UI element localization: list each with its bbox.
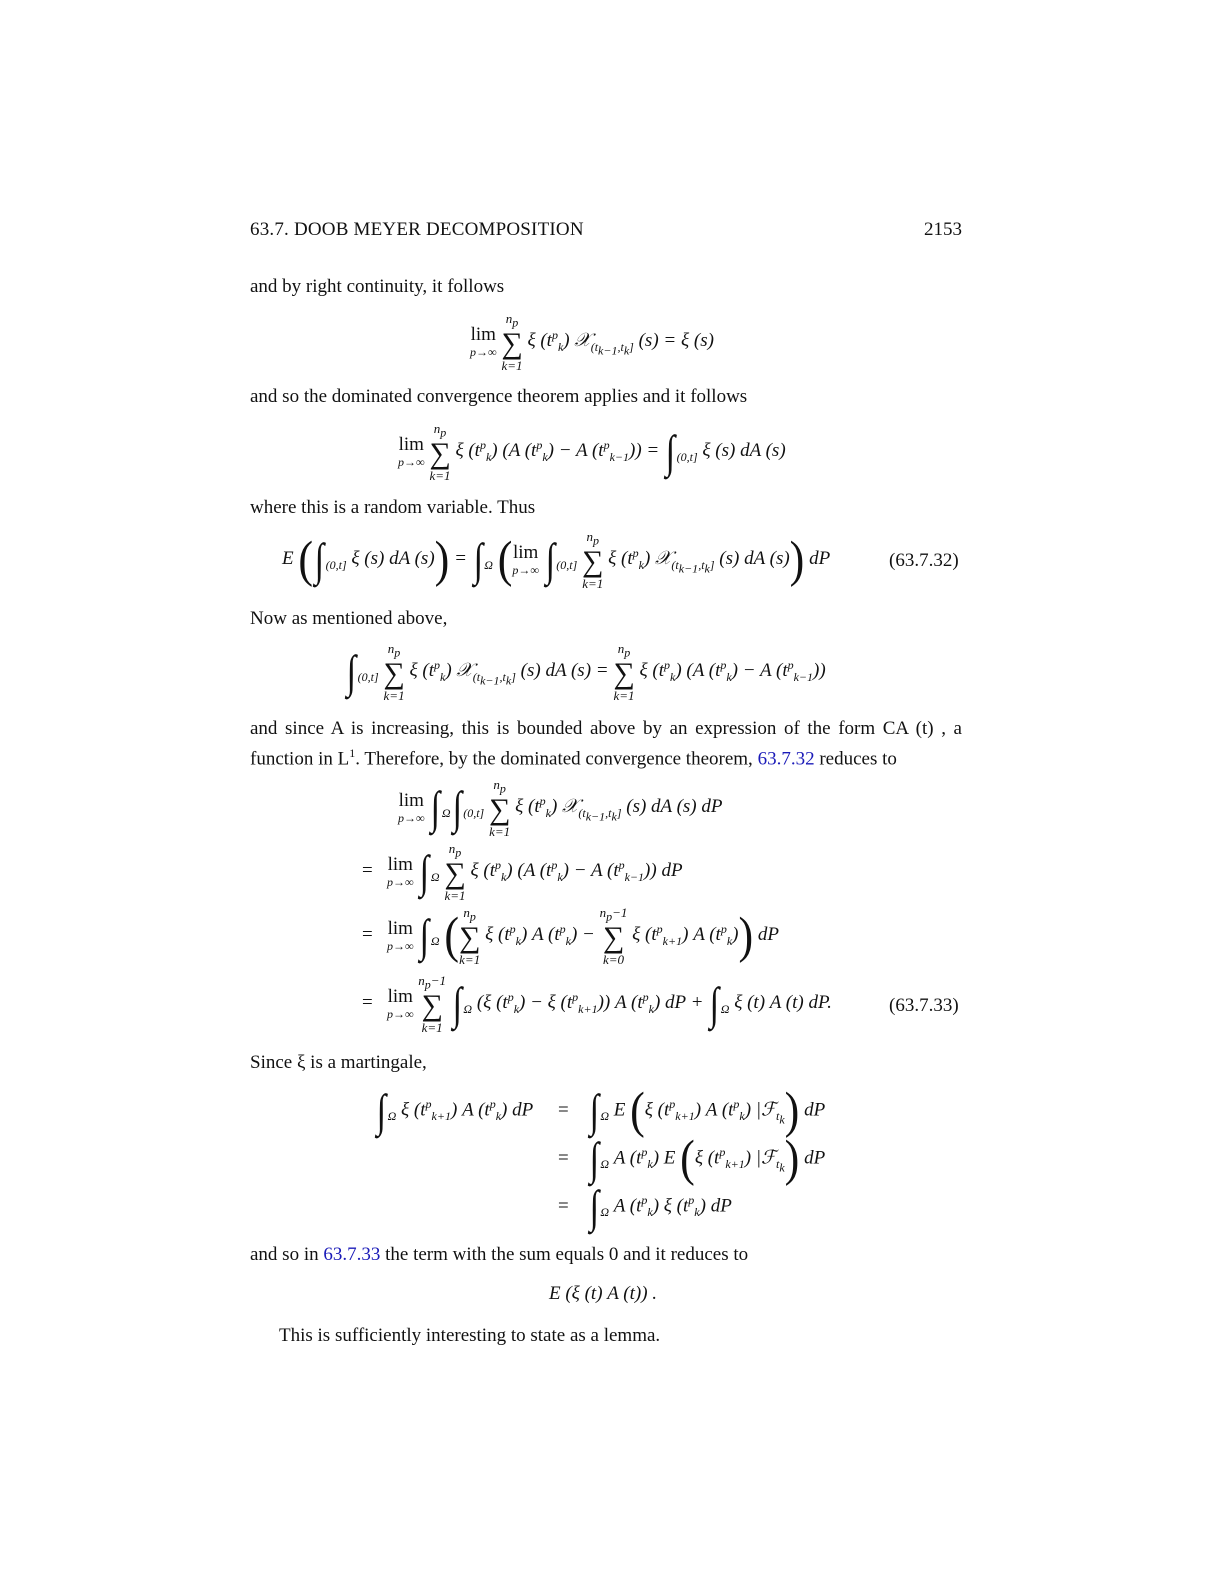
paragraph-7 [250,1243,962,1267]
paragraph-4: Now as mentioned above, [250,608,448,629]
equation-number-2: (63.7.33) [889,995,959,1016]
paragraph-7-text-a: and so in [250,1244,324,1265]
paragraph-5-text-a: and since A is increasing, this is bounded above by an expression of the form CA (t) , a function in L [250,718,962,770]
page-number: 2153 [924,219,962,240]
running-head: 63.7. DOOB MEYER DECOMPOSITION [250,219,584,240]
martingale-line-1: = ∫ $_\Omega$ E (ξ $(t^p_{k+1})$ A $(t^p_k)$ |ℱ$_{t_k}$) dP [558,1082,826,1139]
paragraph-7-text-b: the term with the sum equals 0 and it reduces to [380,1244,749,1265]
paragraph-1: and by right continuity, it follows [250,276,505,297]
equation-limit-indicator: lim p→∞ $n_p$ ∑ k=1 ξ $(t^p_k)$ 𝒳$_{(t_{k-1},t_k]}$ (s) = ξ (s) [470,311,714,373]
equation-limit-sum-increments: lim p→∞ $n_p$ ∑ k=1 ξ $(t^p_k)$ (A $(t^p_k) - A$ $(t^p_{k-1})$) = ∫ $_{(0,t]}$ ξ (s) dA (s) [398,421,786,483]
paragraph-6: Since ξ is a martingale, [250,1052,427,1073]
paragraph-2: and so the dominated convergence theorem applies and it follows [250,386,748,407]
paragraph-8: This is sufficiently interesting to state as a lemma. [279,1325,661,1346]
ref-63-7-33[interactable]: 63.7.33 [323,1244,381,1265]
paragraph-3: where this is a random variable. Thus [250,497,536,518]
equation-integral-sum: ∫ $_{(0,t]}$ $n_p$ ∑ k=1 ξ $(t^p_k)$ 𝒳$_{(t_{k-1},t_k]}$ (s) dA (s) = $n_p$ ∑ k=1 ξ $(t^p_k)$ (A $(t^p_k) - A$ $(t^p_{k-1})$) [346,641,826,703]
derivation-line-4: = lim p→∞ $n_p-1$ ∑ k=1 ∫ $_\Omega$ (ξ $(t^p_k) - \xi$ $(t^p_{k+1})$) A $(t^p_k)$ dP + ∫ $_\Omega$ ξ (t) A (t) dP. [362,973,832,1035]
derivation-line-2: = lim p→∞ ∫ $_\Omega$ $n_p$ ∑ k=1 ξ $(t^p_k)$ (A $(t^p_k) - A$ $(t^p_{k-1})$) dP [362,841,683,903]
derivation-line-1: lim p→∞ ∫ $_\Omega$∫ $_{(0,t]}$ $n_p$ ∑ k=1 ξ $(t^p_k)$ 𝒳$_{(t_{k-1},t_k]}$ (s) dA (s) dP [398,777,723,839]
equation-result: E (ξ (t) A (t)) . [549,1283,658,1304]
paragraph-5-text-c: reduces to [814,748,897,770]
martingale-lhs: ∫ $_\Omega$ ξ $(t^p_{k+1})$ A $(t^p_k)$ dP [376,1085,534,1136]
ref-63-7-32[interactable]: 63.7.32 [757,748,815,770]
paragraph-5-text-b: . Therefore, by the dominated convergence theorem, [355,748,758,770]
martingale-line-2: = ∫ $_\Omega$ A $(t^p_k)$ E (ξ $(t^p_{k+1})$ |ℱ$_{t_k}$) dP [558,1130,826,1187]
martingale-line-3: = ∫ $_\Omega$ A $(t^p_k)$ ξ $(t^p_k)$ dP [558,1181,732,1232]
derivation-line-3: = lim p→∞ ∫ $_\Omega$ ( $n_p$ ∑ k=1 ξ $(t^p_k)$ A $(t^p_k)$ − $n_p-1$ ∑ k=0 ξ $(t^p_{k+1})$ A $(t^p_k)$) dP [362,905,779,967]
equation-number-1: (63.7.32) [889,550,959,571]
equation-63-7-32: E (∫ $_{(0,t]}$ ξ (s) dA (s)) = ∫ $_\Omega$ (lim p→∞ ∫ $_{(0,t]}$ $n_p$ ∑ k=1 ξ $(t^p_k)$ 𝒳$_{(t_{k-1},t_k]}$ (s) dA (s)) dP [282,529,831,591]
paragraph-5: and since A is increasing, this is bounded above by an expression of the form CA (t) , a function in $L^1$. Therefore, by the dominated convergence theorem, 63.7.32 reduces to [250,718,962,770]
